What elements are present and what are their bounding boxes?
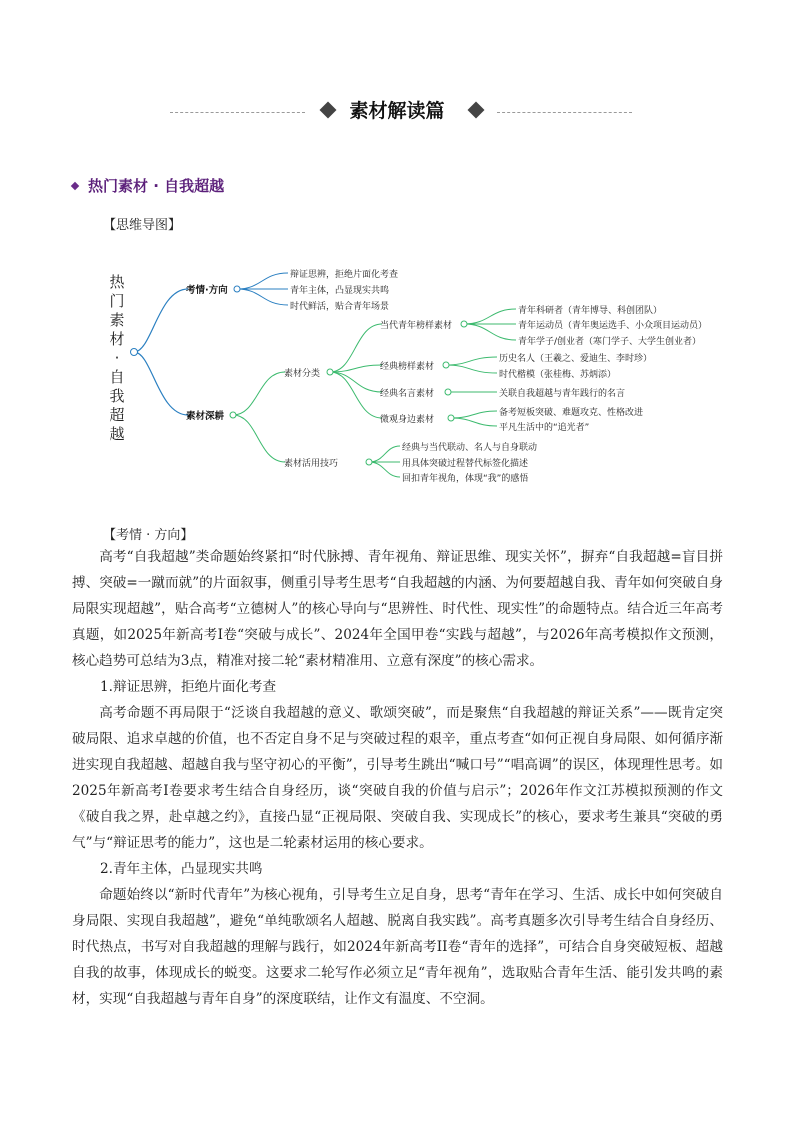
- subheading: 2.青年主体，凸显现实共鸣: [100, 861, 263, 877]
- kaoqing-item: 辩证思辨，拒绝片面化考查: [290, 270, 399, 280]
- header-divider-right: [497, 112, 632, 113]
- node-dot: [234, 286, 240, 292]
- cat-node: 微观身边素材: [380, 415, 435, 425]
- diamond-icon-right: [468, 102, 485, 119]
- jiqiao-item: 经典与当代联动、名人与自身联动: [402, 443, 538, 453]
- kaoqing-label: 【考情 · 方向】: [103, 528, 194, 543]
- page-title: 素材解读篇: [349, 100, 445, 122]
- cat1-item: 青年科研者（青年博导、科创团队）: [518, 306, 663, 316]
- root-char: 素: [109, 311, 125, 329]
- mind-map: [0, 255, 794, 495]
- body-text: [72, 544, 723, 1012]
- diamond-bullet-icon: [71, 182, 79, 190]
- cat4-item: 平凡生活中的“追光者”: [499, 423, 590, 433]
- mindmap-label: 【思维导图】: [103, 218, 182, 233]
- section-title: 热门素材 · 自我超越: [88, 177, 225, 195]
- node-jiqiao: 素材活用技巧: [284, 459, 339, 469]
- node-dot: [230, 412, 236, 418]
- subheading: 1.辩证思辨，拒绝片面化考查: [100, 679, 277, 695]
- kaoqing-item: 青年主体，凸显现实共鸣: [290, 286, 390, 296]
- diamond-icon-left: [320, 102, 337, 119]
- paragraph: 命题始终以“新时代青年”为核心视角，引导考生立足自身，思考“青年在学习、生活、成长中如何突破自身局限、实现自我超越”，避免“单纯歌颂名人超越、脱离自我实践”。高考真题多次引导考生结合自身经历、时代热点，书写对自我超越的理解与践行，如2024年新高考II卷“青年的选择”，可结合自身突破短板、超越自我的故事，体现成长的蜕变。这要求二轮写作必须立足“青年视角”，选取贴合青年生活、能引发共鸣的素材，实现“自我超越与青年自身”的深度联结，让作文有温度、不空洞。: [72, 887, 723, 1007]
- node-fenlei: 素材分类: [284, 369, 321, 379]
- cat2-item: 历史名人（王羲之、爱迪生、李时珍）: [499, 354, 653, 364]
- root-char: 自: [109, 368, 125, 386]
- cat3-item: 关联自我超越与青年践行的名言: [499, 389, 626, 399]
- cat1-item: 青年学子/创业者（寒门学子、大学生创业者）: [518, 337, 702, 347]
- root-char: 门: [109, 292, 125, 310]
- kaoqing-item: 时代鲜活，贴合青年场景: [290, 302, 390, 312]
- node-dot: [327, 369, 333, 375]
- root-char: 越: [109, 425, 125, 443]
- header-divider-left: [170, 112, 305, 113]
- node-dot: [448, 415, 454, 421]
- root-char: 材: [109, 330, 125, 348]
- cat-node: 当代青年榜样素材: [380, 321, 453, 331]
- node-deep: 素材深耕: [186, 411, 225, 422]
- paragraph: 高考命题不再局限于“泛谈自我超越的意义、歌颂突破”，而是聚焦“自我超越的辩证关系”——既肯定突破局限、追求卓越的价值，也不否定自身不足与突破过程的艰辛，重点考查“如何正视自身局限、如何循序渐进实现自我超越、超越自我与坚守初心的平衡”，引导考生跳出“喊口号”“唱高调”的误区，体现理性思考。如2025年新高考Ⅰ卷要求考生结合自身经历，谈“突破自我的价值与启示”；2026年作文江苏模拟预测的作文《破自我之界，赴卓越之约》，直接凸显“正视局限、突破自我、实现成长”的核心，要求考生兼具“突破的勇气”与“辩证思考的能力”，这也是二轮素材运用的核心要求。: [72, 705, 723, 851]
- node-dot: [131, 349, 138, 356]
- cat-node: 经典榜样素材: [380, 362, 435, 372]
- cat4-item: 备考短板突破、难题攻克、性格改进: [499, 408, 644, 418]
- node-dot: [366, 459, 372, 465]
- root-char: 我: [109, 387, 125, 405]
- paragraph: 高考“自我超越”类命题始终紧扣“时代脉搏、青年视角、辩证思维、现实关怀”，摒弃“自我超越=盲目拼搏、突破=一蹴而就”的片面叙事，侧重引导考生思考“自我超越的内涵、为何要超越自我、青年如何突破自身局限实现超越”，贴合高考“立德树人”的核心导向与“思辨性、时代性、现实性”的命题特点。结合近三年高考真题，如2025年新高考Ⅰ卷“突破与成长”、2024年全国甲卷“实践与超越”，与2026年高考模拟作文预测，核心趋势可总结为3点，精准对接二轮“素材精准用、立意有深度”的核心需求。: [72, 549, 723, 669]
- root-char: 热: [109, 273, 125, 291]
- node-dot: [461, 321, 467, 327]
- node-dot: [443, 362, 449, 368]
- root-char: ·: [114, 349, 120, 367]
- node-kaoqing: 考情·方向: [186, 285, 228, 296]
- root-char: 超: [109, 406, 125, 424]
- jiqiao-item: 回扣青年视角，体现“我”的感悟: [402, 474, 529, 484]
- jiqiao-item: 用具体突破过程替代标签化描述: [402, 459, 529, 469]
- cat2-item: 时代楷模（张桂梅、苏炳添）: [499, 370, 617, 380]
- cat-node: 经典名言素材: [380, 389, 435, 399]
- node-dot: [445, 389, 451, 395]
- cat1-item: 青年运动员（青年奥运选手、小众项目运动员）: [518, 321, 708, 331]
